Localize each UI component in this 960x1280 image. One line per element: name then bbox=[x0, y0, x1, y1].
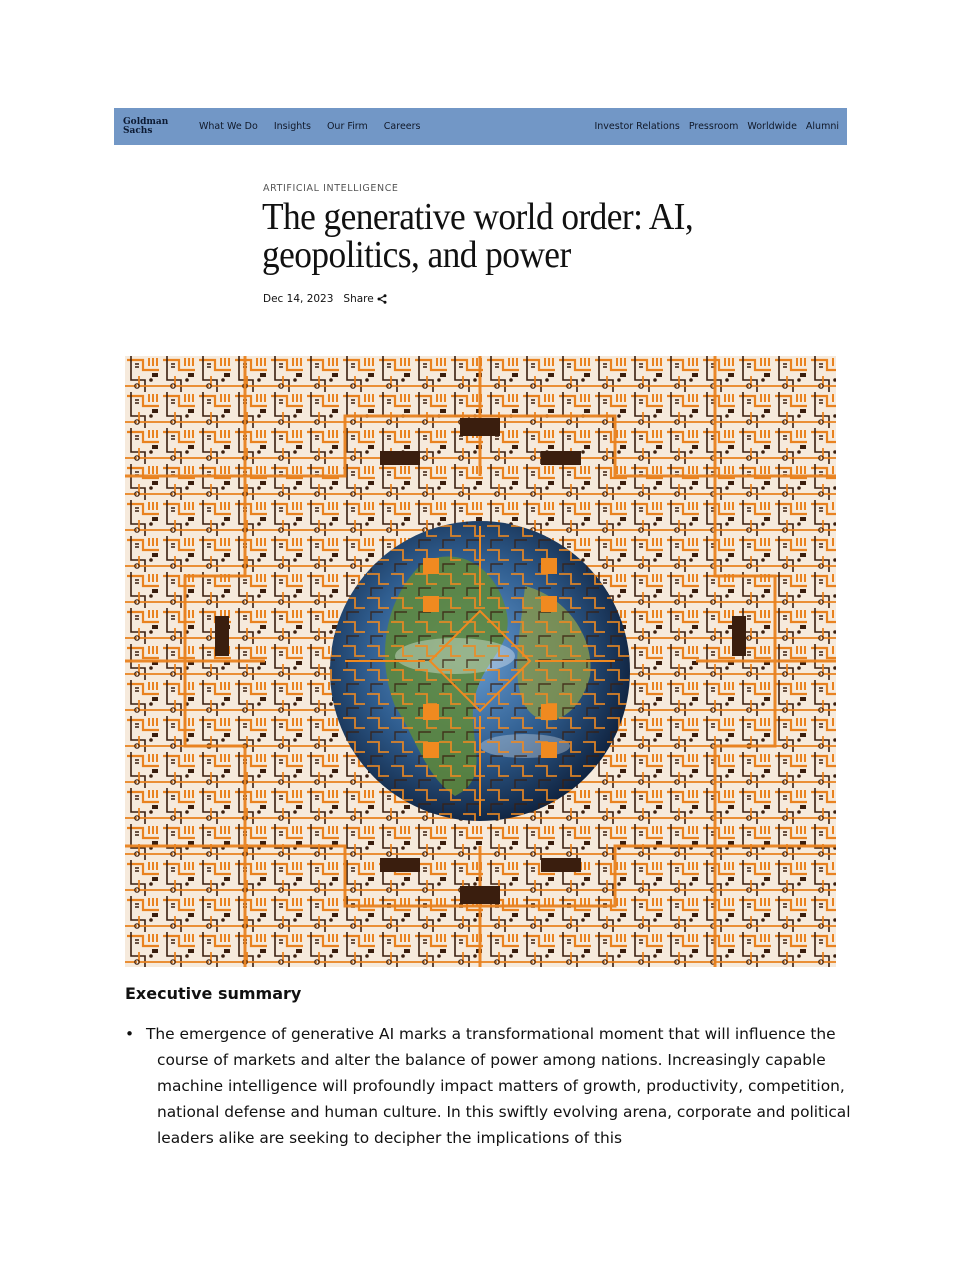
article-date: Dec 14, 2023 bbox=[263, 293, 334, 305]
executive-summary-heading: Executive summary bbox=[125, 984, 302, 1003]
logo-line-2: Sachs bbox=[123, 125, 153, 136]
logo-line-1: Goldman bbox=[123, 116, 169, 127]
article-title: The generative world order: AI, geopolitics, and power bbox=[262, 196, 694, 276]
summary-bullet-text bbox=[146, 1021, 855, 1151]
nav-link-what-we-do[interactable]: What We Do bbox=[199, 121, 258, 132]
bullet-marker: • bbox=[125, 1025, 135, 1043]
hero-illustration bbox=[125, 356, 836, 967]
share-button[interactable] bbox=[343, 293, 386, 305]
secondary-nav bbox=[585, 121, 839, 132]
nav-link-worldwide[interactable]: Worldwide bbox=[747, 121, 797, 132]
nav-link-careers[interactable]: Careers bbox=[383, 121, 421, 132]
article-meta bbox=[263, 293, 387, 305]
goldman-sachs-logo[interactable] bbox=[123, 118, 167, 136]
article-category[interactable]: ARTIFICIAL INTELLIGENCE bbox=[263, 183, 399, 194]
hero-image-circuit-globe bbox=[125, 356, 836, 967]
share-label: Share bbox=[343, 293, 374, 305]
nav-link-insights[interactable]: Insights bbox=[273, 121, 311, 132]
summary-bullet bbox=[125, 1021, 855, 1151]
share-icon bbox=[377, 294, 387, 304]
top-navigation-bar bbox=[114, 108, 847, 145]
nav-link-investor-relations[interactable]: Investor Relations bbox=[594, 121, 680, 132]
primary-nav bbox=[199, 121, 437, 132]
nav-link-pressroom[interactable]: Pressroom bbox=[688, 121, 739, 132]
nav-link-our-firm[interactable]: Our Firm bbox=[326, 121, 368, 132]
nav-link-alumni[interactable]: Alumni bbox=[805, 121, 839, 132]
summary-bullet-paragraph: The emergence of generative AI marks a transformational moment that will influence the course of markets and alter the balance of power among nations. Increasingly capable machine intelligence will profoundly impact matters of growth, productivity, competition, national defense and human culture. In this swiftly evolving arena, corporate and political leaders alike are seeking to decipher the implications of this bbox=[146, 1025, 851, 1147]
